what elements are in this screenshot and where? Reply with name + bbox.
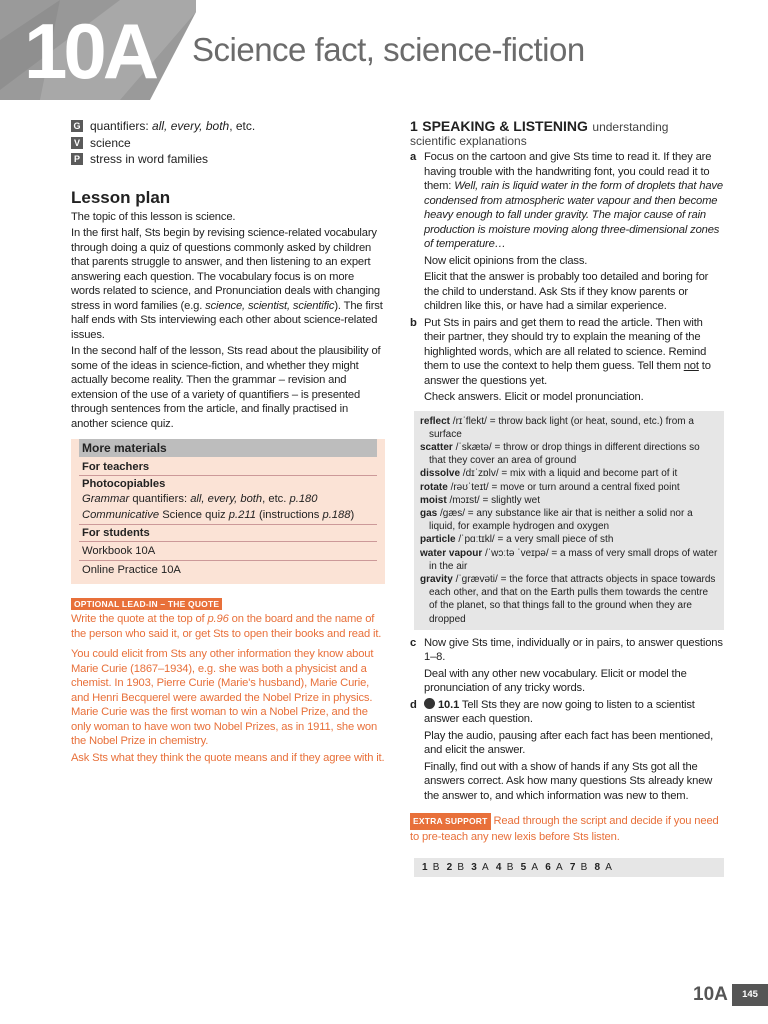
lesson-paragraph: The topic of this lesson is science. <box>71 210 236 223</box>
unit-number: 10A <box>24 7 156 95</box>
answer-letter: A <box>482 862 490 874</box>
page-number: 145 <box>732 984 768 1006</box>
step-a-paragraph: Now elicit opinions from the class. <box>424 254 588 267</box>
lead-in-tag: OPTIONAL LEAD-IN – THE QUOTE <box>71 598 222 610</box>
section-subtitle: understanding <box>592 120 669 134</box>
page-title: Science fact, science-fiction <box>192 31 585 68</box>
answer-letter: A <box>531 862 540 874</box>
summary-vocabulary <box>71 135 385 152</box>
section-number: 1 <box>410 118 418 134</box>
vocab-entry: scatter /ˈskætə/ = throw or drop things in different directions so that they cover an area of ground <box>420 441 700 467</box>
vocab-entry: gravity /ˈgrævəti/ = the force that attracts objects in space towards each other, and that on the Earth pulls them towards the centre of the planet, so that things fall to the ground when they are dropped <box>420 573 716 625</box>
answer-letter: B <box>580 862 589 874</box>
summary-text: quantifiers: all, every, both, etc. <box>90 119 256 133</box>
vocab-entry: moist /mɔɪst/ = slightly wet <box>420 494 540 506</box>
answer-key <box>414 858 724 877</box>
answer-letter: B <box>432 862 441 874</box>
audio-track: 10.1 <box>437 698 460 711</box>
vocabulary-badge: V <box>71 137 83 149</box>
answer-number: 2 <box>446 862 454 874</box>
step-a: a Focus on the cartoon and give Sts time to read it. If they are having trouble with the handwriting font, you could read it to them: Well, rain is liquid water in the form of droplets that have condensed from atmospheric water vapour and then become heavy enough to fall under gravity. The major cause of rain production is moisture moving along three-dimensional zones of temperature… <box>410 151 723 250</box>
summary-grammar <box>71 118 385 135</box>
workbook-ref: Workbook 10A <box>82 545 156 557</box>
vocab-entry: dissolve /dɪˈzɒlv/ = mix with a liquid and become part of it <box>420 468 678 480</box>
grammar-photocopiable: Grammar quantifiers: all, every, both, etc. p.180 <box>82 493 318 505</box>
vocab-entry: reflect /rɪˈflekt/ = throw back light (or heat, sound, etc.) from a surface <box>420 415 694 440</box>
communicative-photocopiable: Communicative Science quiz p.211 (instructions p.188) <box>82 509 355 521</box>
vocab-entry: water vapour /ˈwɔːtə ˈveɪpə/ = a mass of very small drops of water in the air <box>420 547 718 572</box>
answer-letter: B <box>457 862 466 874</box>
step-d: d 10.1 Tell Sts they are now going to listen to a scientist answer each question. <box>410 698 695 726</box>
step-c: c Now give Sts time, individually or in pairs, to answer questions 1–8. <box>410 636 723 664</box>
answer-number: 5 <box>520 862 528 874</box>
more-materials-box <box>71 439 385 584</box>
step-a-paragraph: Elicit that the answer is probably too detailed and boring for the child to understand. Ask Sts if they know parents or children like this, or have had a similar experience. <box>424 271 709 312</box>
lesson-paragraph: In the second half of the lesson, Sts read about the plausibility of some of the ideas in science-fiction, and whether they might actually become reality. Then the grammar – revision and extension of the use of a variety of quantifiers – is presented through sentences from the article, and finally practised in another science quiz. <box>71 345 381 430</box>
answer-number: 6 <box>545 862 552 874</box>
answer-number: 4 <box>495 862 503 874</box>
answer-number: 3 <box>471 862 479 874</box>
section-subtitle-2: scientific explanations <box>410 134 527 148</box>
summary-text: science <box>90 135 131 150</box>
answer-number: 1 <box>422 862 429 874</box>
online-practice-ref: Online Practice 10A <box>82 564 181 576</box>
section-title: SPEAKING & LISTENING <box>422 118 588 134</box>
answer-letter: A <box>605 862 614 874</box>
right-column <box>410 118 724 877</box>
lead-in-paragraph: Ask Sts what they think the quote means and if they agree with it. <box>71 751 385 764</box>
summary-pronunciation <box>71 151 385 168</box>
audio-icon <box>424 698 435 709</box>
grammar-badge: G <box>71 120 83 132</box>
summary-text: stress in word families <box>90 152 209 166</box>
photocopiables-heading: Photocopiables <box>82 478 166 490</box>
lead-in-section <box>71 594 385 765</box>
left-column <box>71 118 385 767</box>
footer-unit: 10A <box>693 984 728 1005</box>
step-d-paragraph: Finally, find out with a show of hands if any Sts got all the answers correct. Ask how many questions Sts already knew the answer to, and which information was new to them. <box>424 760 713 802</box>
for-teachers-heading: For teachers <box>82 461 150 473</box>
vocab-entry: rotate /rəʊˈteɪt/ = move or turn around a central fixed point <box>420 481 680 493</box>
step-d-paragraph: Play the audio, pausing after each fact has been mentioned, and elicit the answer. <box>424 729 714 757</box>
lesson-plan-heading: Lesson plan <box>71 187 171 207</box>
extra-support-tag: EXTRA SUPPORT <box>410 813 491 830</box>
step-b: b Put Sts in pairs and get them to read the article. Then with their partner, they should try to explain the meaning of the highlighted words, which are all related to science. Remind them to use the context to help them guess. Tell them not to answer the questions yet. <box>410 316 711 387</box>
step-b-paragraph: Check answers. Elicit or model pronunciation. <box>424 391 644 403</box>
extra-support: EXTRA SUPPORT Read through the script and decide if you need to pre-teach any new lexis before Sts listen. <box>410 815 719 843</box>
lead-in-paragraph: You could elicit from Sts any other information they know about Marie Curie (1867–1934), e.g. she was both a physicist and a chemist. In 1903, Pierre Curie (Marie's husband), Marie Curie, and Henri Becquerel were awarded the Nobel Prize in physics. Marie Curie was the first woman to win a Nobel Prize, and the only woman to have won two Nobel Prizes, as in 1911, she won the Nobel Prize in chemistry. <box>71 648 378 747</box>
lesson-summary <box>71 118 385 168</box>
answer-number: 8 <box>594 862 602 874</box>
more-materials-heading: More materials <box>79 439 377 457</box>
vocab-entry: gas /gæs/ = any substance like air that is neither a solid nor a liquid, for example hydrogen and oxygen <box>420 507 693 533</box>
step-c-paragraph: Deal with any other new vocabulary. Elicit or model the pronunciation of any tricky words. <box>424 667 687 695</box>
answer-number: 7 <box>569 862 577 874</box>
vocab-entry: particle /ˈpɑːtɪkl/ = a very small piece of sth <box>420 534 614 546</box>
answer-letter: A <box>555 862 564 874</box>
for-students-heading: For students <box>82 527 150 539</box>
lead-in-paragraph: Write the quote at the top of p.96 on the board and the name of the person who said it, or get Sts to open their books and read it. <box>71 613 382 640</box>
answer-letter: B <box>506 862 515 874</box>
pronunciation-badge: P <box>71 153 83 165</box>
lesson-paragraph: In the first half, Sts begin by revising science-related vocabulary through doing a quiz of questions commonly asked by children that parents struggle to answer, and then listening to an expert answering each question. The vocabulary focus is on more words related to science, and Pronunciation deals with changing stress in word families (e.g. science, scientist, scientific). The first half ends with Sts interviewing each other about science-related issues. <box>71 227 383 341</box>
vocabulary-box <box>414 411 724 630</box>
